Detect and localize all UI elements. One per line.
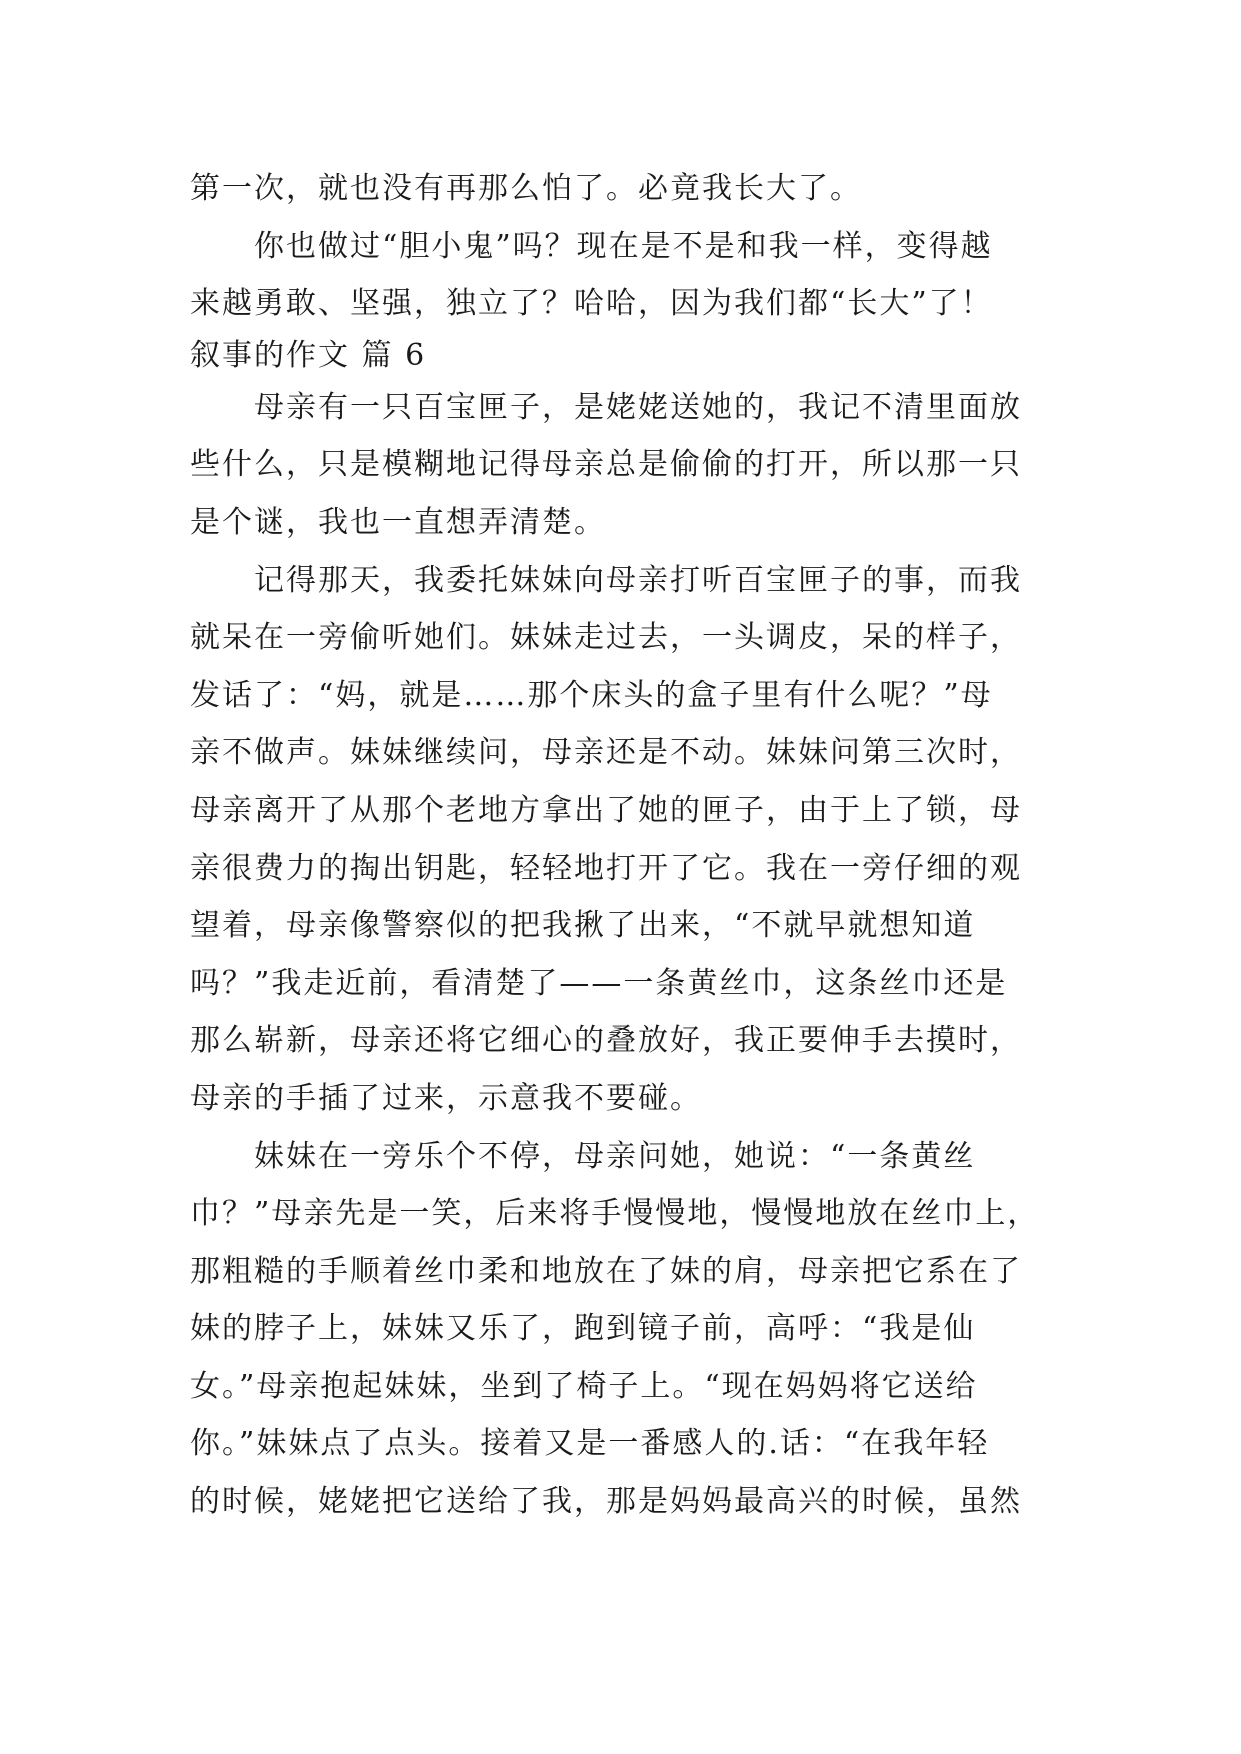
paragraph-start-line: 母亲有一只百宝匣子，是姥姥送她的，我记不清里面放 [254, 389, 1022, 425]
text-line: 发话了：“妈，就是……那个床头的盒子里有什么呢？”母 [190, 677, 993, 713]
text-line: 就呆在一旁偷听她们。妹妹走过去，一头调皮，呆的样子， [190, 620, 1022, 656]
text-line: 那么崭新，母亲还将它细心的叠放好，我正要伸手去摸时， [190, 1023, 1022, 1059]
text-line: 母亲离开了从那个老地方拿出了她的匣子，由于上了锁，母 [190, 792, 1022, 828]
text-line: 你。”妹妹点了点头。接着又是一番感人的.话：“在我年轻 [190, 1426, 990, 1462]
document-body [190, 160, 1070, 1531]
text-line: 那粗糙的手顺着丝巾柔和地放在了妹的肩，母亲把它系在了 [190, 1253, 1022, 1289]
text-line: 女。”母亲抱起妹妹，坐到了椅子上。“现在妈妈将它送给 [190, 1368, 978, 1404]
text-line: 吗？”我走近前，看清楚了——一条黄丝巾，这条丝巾还是 [190, 965, 1008, 1001]
text-line: 望着，母亲像警察似的把我揪了出来，“不就早就想知道 [190, 908, 976, 944]
text-line: 巾？”母亲先是一笑，后来将手慢慢地，慢慢地放在丝巾上， [190, 1196, 1040, 1232]
paragraph-start-line: 记得那天，我委托妹妹向母亲打听百宝匣子的事，而我 [254, 562, 1022, 598]
text-line: 来越勇敢、坚强，独立了？哈哈，因为我们都“长大”了！ [190, 286, 993, 322]
text-line: 妹的脖子上，妹妹又乐了，跑到镜子前，高呼：“我是仙 [190, 1311, 976, 1347]
text-line: 些什么，只是模糊地记得母亲总是偷偷的打开，所以那一只 [190, 447, 1022, 483]
text-line: 母亲的手插了过来，示意我不要碰。 [190, 1080, 702, 1116]
text-line: 第一次，就也没有再那么怕了。必竟我长大了。 [190, 171, 862, 206]
paragraph-start-line: 你也做过“胆小鬼”吗？现在是不是和我一样，变得越 [254, 228, 993, 264]
text-line: 亲很费力的掏出钥匙，轻轻地打开了它。我在一旁仔细的观 [190, 850, 1022, 886]
text-line: 亲不做声。妹妹继续问，母亲还是不动。妹妹问第三次时， [190, 735, 1022, 771]
paragraph-start-line: 妹妹在一旁乐个不停，母亲问她，她说：“一条黄丝 [254, 1138, 976, 1174]
text-line: 是个谜，我也一直想弄清楚。 [190, 504, 606, 540]
section-heading: 叙事的作文 篇 6 [190, 337, 427, 373]
text-line: 的时候，姥姥把它送给了我，那是妈妈最高兴的时候，虽然 [190, 1484, 1022, 1520]
